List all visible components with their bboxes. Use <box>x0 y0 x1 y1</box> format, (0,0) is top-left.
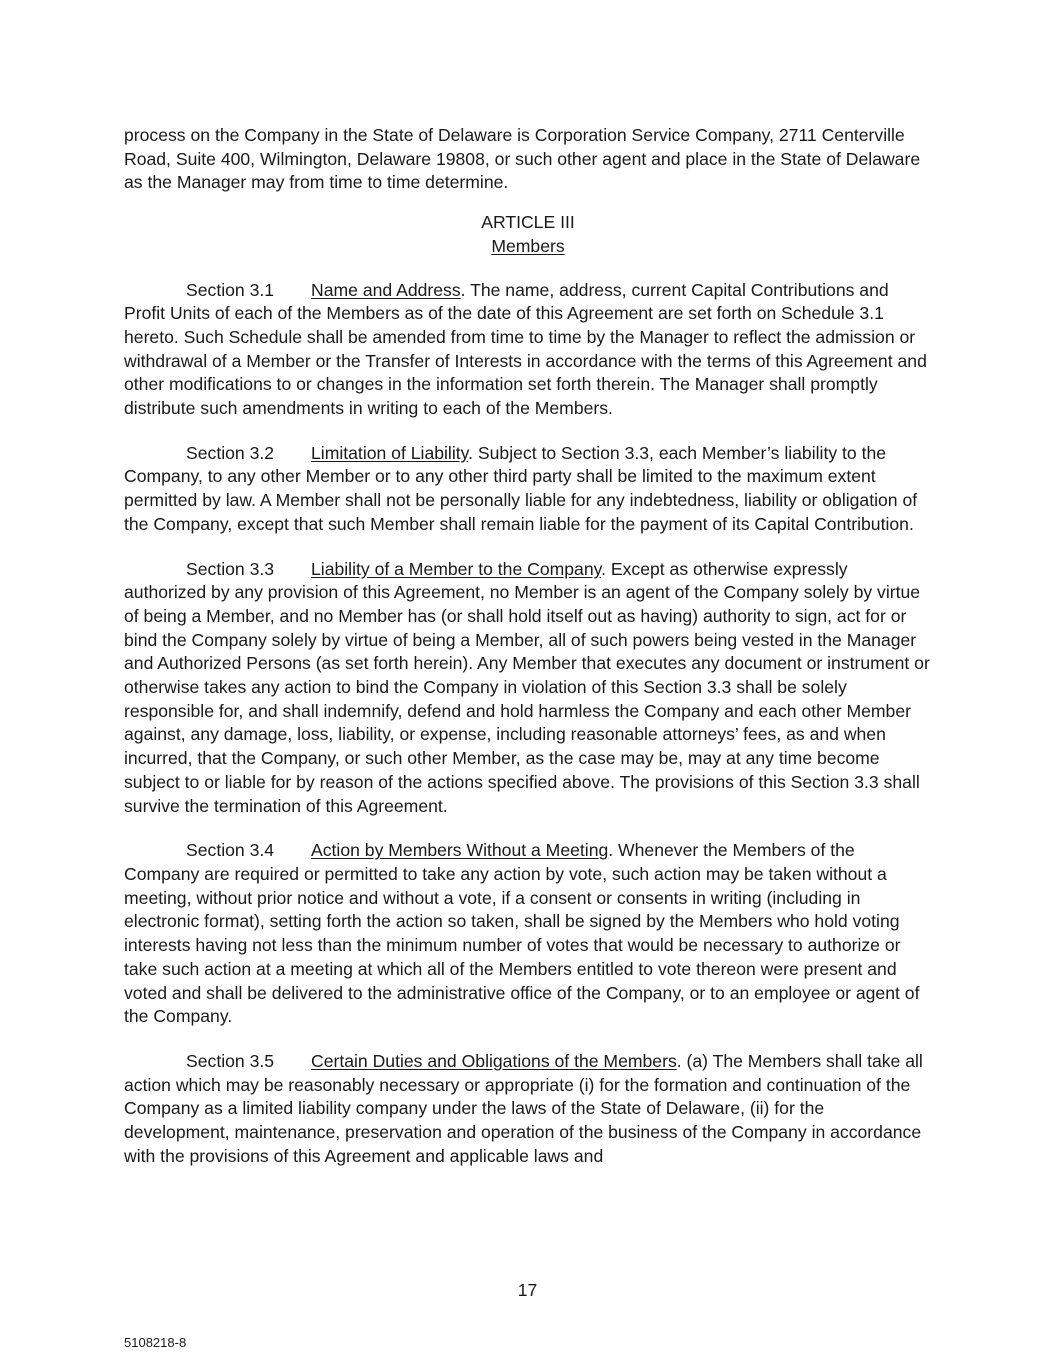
section-heading: Limitation of Liability <box>311 442 469 463</box>
document-id: 5108218-8 <box>124 1335 187 1350</box>
section-number: Section 3.4 <box>186 840 275 861</box>
section-heading: Name and Address <box>311 279 461 300</box>
article-heading <box>124 211 932 258</box>
section-text: . (a) The Members shall take all action which may be reasonably necessary or appropriate (i) for the formation and continuation of the Company as a limited liability company under the laws of the State of Delaware, (ii) for the development, maintenance, preservation and operation of the business of the Company in accordance with the provisions of this Agreement and applicable laws and <box>124 1050 923 1166</box>
document-body <box>124 124 932 1189</box>
section-number: Section 3.1 <box>186 279 275 300</box>
page-number: 17 <box>517 1280 538 1300</box>
section-text: . The name, address, current Capital Contributions and Profit Units of each of the Members as of the date of this Agreement are set forth on Schedule 3.1 hereto. Such Schedule shall be amended from time to time by the Manager to reflect the admission or withdrawal of a Member or the Transfer of Interests in accordance with the terms of this Agreement and other modifications to or changes in the information set forth therein. The Manager shall promptly distribute such amendments in writing to each of the Members. <box>124 279 927 419</box>
section-paragraph <box>124 1050 932 1169</box>
section-number: Section 3.2 <box>186 442 275 463</box>
section-text: . Subject to Section 3.3, each Member’s liability to the Company, to any other Member or to any other third party shall be limited to the maximum extent permitted by law. A Member shall not be personally liable for any indebtedness, liability or obligation of the Company, except that such Member shall remain liable for the payment of its Capital Contribution. <box>124 442 918 534</box>
article-title: Members <box>491 235 565 256</box>
section-heading: Action by Members Without a Meeting <box>311 840 609 861</box>
section-text: . Whenever the Members of the Company are required or permitted to take any action by vote, such action may be taken without a meeting, without prior notice and without a vote, if a consent or consents in writing (including in electronic format), setting forth the action so taken, shall be signed by the Members who hold voting interests having not less than the minimum number of votes that would be necessary to authorize or take such action at a meeting at which all of the Members entitled to vote thereon were present and voted and shall be delivered to the administrative office of the Company, or to an employee or agent of the Company. <box>124 840 920 1027</box>
section-paragraph <box>124 839 932 1029</box>
section-number: Section 3.3 <box>186 558 275 579</box>
section-number: Section 3.5 <box>186 1050 275 1071</box>
section-text: . Except as otherwise expressly authorized by any provision of this Agreement, no Member is an agent of the Company solely by virtue of being a Member, and no Member has (or shall hold itself out as having) authority to sign, act for or bind the Company solely by virtue of being a Member, all of such powers being vested in the Manager and Authorized Persons (as set forth herein). Any Member that executes any document or instrument or otherwise takes any action to bind the Company in violation of this Section 3.3 shall be solely responsible for, and shall indemnify, defend and hold harmless the Company and each other Member against, any damage, loss, liability, or expense, including reasonable attorneys’ fees, as and when incurred, that the Company, or such other Member, as the case may be, may at any time become subject to or liable for by reason of the actions specified above. The provisions of this Section 3.3 shall survive the termination of this Agreement. <box>124 558 930 816</box>
section-heading: Liability of a Member to the Company <box>311 558 602 579</box>
article-number: ARTICLE III <box>481 212 575 233</box>
intro-paragraph: process on the Company in the State of Delaware is Corporation Service Company, 2711 Centerville Road, Suite 400, Wilmington, Delaware 19808, or such other agent and place in the State of Delaware as the Manager may from time to time determine. <box>124 125 921 193</box>
section-paragraph <box>124 279 932 421</box>
section-paragraph <box>124 558 932 819</box>
section-paragraph <box>124 442 932 537</box>
section-heading: Certain Duties and Obligations of the Members <box>311 1050 677 1071</box>
